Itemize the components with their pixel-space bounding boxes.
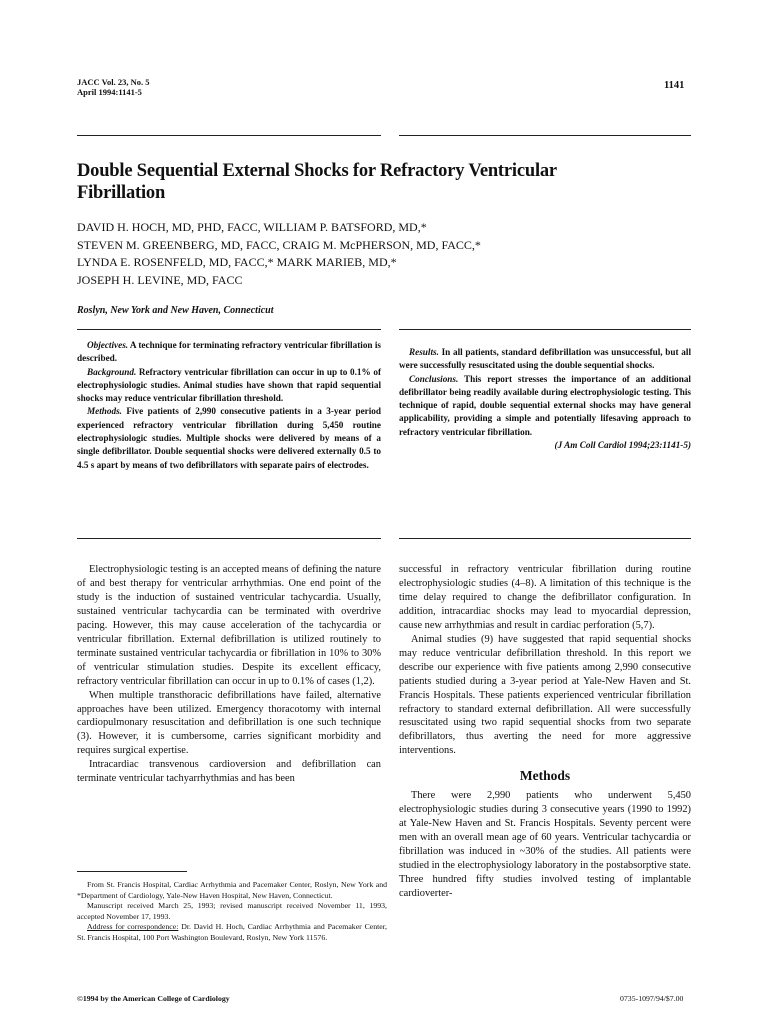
header-rule-left (77, 135, 381, 136)
abstract-rule-bottom-right (399, 538, 691, 539)
author-line: STEVEN M. GREENBERG, MD, FACC, CRAIG M. McPHERSON, MD, FACC,* (77, 237, 481, 252)
abstract-methods: Methods. Five patients of 2,990 consecutive patients in a 3-year period experienced refractory ventricular fibrillation during 5,450 routine electrophysiologic studies. Multiple shocks were delivered by means of a single defibrillator. Double sequential shocks were delivered externally 0.5 to 4.5 s apart by means of two defibrillators with separate pairs of electrodes. (77, 406, 381, 470)
background-label: Background. (87, 366, 137, 377)
abstract-results: Results. In all patients, standard defibrillation was unsuccessful, but all were successfully resuscitated using the double sequential shocks. (399, 347, 691, 371)
author-list (77, 219, 697, 289)
journal-header (77, 77, 150, 97)
author-line: JOSEPH H. LEVINE, MD, FACC (77, 272, 243, 287)
body-right-column (399, 563, 691, 901)
methods-label: Methods. (87, 406, 122, 417)
section-heading-methods: Methods (519, 768, 571, 784)
abstract-citation: (J Am Coll Cardiol 1994;23:1141-5) (554, 440, 691, 451)
abstract-rule-bottom-left (77, 538, 381, 539)
author-line: DAVID H. HOCH, MD, PHD, FACC, WILLIAM P. BATSFORD, MD,* (77, 220, 427, 234)
author-line: LYNDA E. ROSENFELD, MD, FACC,* MARK MARIEB, MD,* (77, 255, 397, 270)
objectives-label: Objectives. (87, 340, 129, 350)
address-label: Address for correspondence: (87, 922, 179, 932)
abstract-rule-top-left (77, 329, 381, 330)
abstract-right (399, 346, 691, 452)
article-title: Double Sequential External Shocks for Refractory Ventricular Fibrillation (77, 161, 557, 203)
footnote-manuscript: Manuscript received March 25, 1993; revised manuscript received November 11, 1993, accepted November 17, 1993. (77, 901, 387, 921)
body-paragraph: Intracardiac transvenous cardioversion and defibrillation can terminate ventricular tachyarrhythmias and has been (77, 759, 381, 785)
footnote-affiliations: From St. Francis Hospital, Cardiac Arrhythmia and Pacemaker Center, Roslyn, New York and *Department of Cardiology, Yale-New Haven Hospital, New Haven, Connecticut. (77, 880, 387, 900)
page-number: 1141 (664, 80, 685, 91)
body-paragraph: There were 2,990 patients who underwent 5,450 electrophysiologic studies during 3 consecutive years (1990 to 1992) at Yale-New Haven and St. Francis Hospitals. Seventy percent were men with an overall mean age of 60 years. Ventricular tachycardia or fibrillation was induced in ~30% of the studies. All patients were studied in the electrophysiology laboratory in the postabsorptive state. Three hundred fifty studies involved testing of implantable cardioverter- (399, 790, 691, 899)
footnote-rule (77, 871, 187, 872)
results-label: Results. (409, 347, 439, 357)
author-affiliation: Roslyn, New York and New Haven, Connecticut (77, 305, 274, 316)
abstract-left (77, 339, 381, 472)
abstract-objectives: Objectives. A technique for terminating refractory ventricular fibrillation is described. (77, 340, 381, 364)
body-left-column (77, 563, 381, 786)
abstract-rule-top-right (399, 329, 691, 330)
conclusions-label: Conclusions. (409, 373, 459, 384)
body-paragraph: Animal studies (9) have suggested that rapid sequential shocks may reduce ventricular defibrillation threshold. In this report we describe our experience with five patients among 2,990 consecutive patients studied during a 3-year period at Yale-New Haven and St. Francis Hospitals. These patients experienced ventricular fibrillation refractory to standard external defibrillation. All were successfully resuscitated using two rapid sequential shocks from two separate defibrillators, thus averting the need for more aggressive interventions. (399, 633, 691, 757)
abstract-conclusions: Conclusions. This report stresses the importance of an additional defibrillator being readily available during electrophysiologic testing. This technique of rapid, double sequential external shocks may have general applicability, providing a simple and potentially lifesaving approach to refractory ventricular fibrillation. (399, 373, 691, 437)
body-paragraph: Electrophysiologic testing is an accepted means of defining the nature of and best therapy for ventricular arrhythmias. One end point of the study is the induction of sustained ventricular tachycardia. Usually, sustained ventricular tachycardia can be terminated with overdrive pacing. However, this may cause acceleration of the tachycardia or ventricular fibrillation. External defibrillation is utilized routinely to terminate sustained ventricular tachycardia or fibrillation in 10% to 30% of ventricular stimulation studies. Despite its excellent efficacy, refractory ventricular fibrillation can occur in up to 0.1% of cases (1,2). (77, 564, 381, 687)
body-paragraph: When multiple transthoracic defibrillations have failed, alternative approaches have been utilized. Emergency thoracotomy with internal cardiopulmonary resuscitation and defibrillation is one such technique (3). However, it is cumbersome, carries significant morbidity and requires surgical expertise. (77, 689, 381, 757)
abstract-background: Background. Refractory ventricular fibrillation can occur in up to 0.1% of electrophysiologic studies. Animal studies have shown that rapid sequential shocks may reduce ventricular fibrillation threshold. (77, 366, 382, 404)
copyright-line: ©1994 by the American College of Cardiology (77, 994, 230, 1003)
footnote (77, 880, 387, 944)
issn-code: 0735-1097/94/$7.00 (620, 994, 684, 1003)
header-rule-right (399, 135, 691, 136)
journal-date-pages: April 1994:1141-5 (77, 87, 142, 97)
body-paragraph: successful in refractory ventricular fibrillation during routine electrophysiologic studies (4–8). A limitation of this technique is the time delay required to change the defibrillator configuration. In addition, intracardiac shocks may lead to myocardial depression, cause new arrhythmias and result in cardiac perforation (5,7). (399, 564, 691, 631)
journal-volume: JACC Vol. 23, No. 5 (77, 77, 150, 87)
footnote-address: Address for correspondence: Dr. David H. Hoch, Cardiac Arrhythmia and Pacemaker Center, St. Francis Hospital, 100 Port Washington Boulevard, Roslyn, New York 11576. (77, 922, 387, 942)
